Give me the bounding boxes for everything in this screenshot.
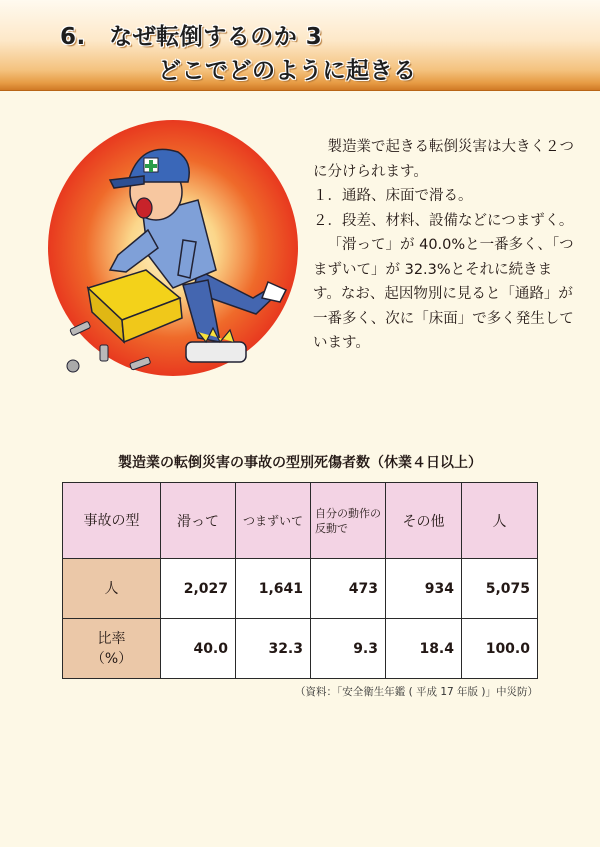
worker-tripping-illustration (48, 120, 304, 382)
table-cell: 934 (386, 559, 462, 619)
statistics-paragraph: 「滑って」が 40.0%と一番多く、「つまずいて」が 32.3%とそれに続きます。なお、起因物別に見ると「通路」が一番多く、次に「床面」で多く発生しています。 (313, 237, 574, 351)
table-cell: 5,075 (462, 559, 538, 619)
table-cell: 40.0 (161, 619, 236, 679)
header-cell: 人 (462, 483, 538, 559)
list-item-2: ２．段差、材料、設備などにつまずく。 (313, 212, 574, 229)
table-cell: 1,641 (236, 559, 311, 619)
section-subtitle: どこでどのように起きる (158, 58, 417, 84)
header-cell: 滑って (161, 483, 236, 559)
table-cell: 2,027 (161, 559, 236, 619)
table-row (63, 559, 538, 619)
header-cell: 事故の型 (63, 483, 161, 559)
table-cell: 473 (311, 559, 386, 619)
header-cell: つまずいて (236, 483, 311, 559)
table-cell: 100.0 (462, 619, 538, 679)
row-label-line2: （%） (90, 650, 133, 667)
table-row (63, 619, 538, 679)
section-title: 6. なぜ転倒するのか 3 (60, 24, 323, 50)
accident-type-table (62, 482, 538, 679)
source-note: （資料：「安全衛生年鑑 ( 平成 17 年版 )」中災防） (295, 686, 538, 698)
intro-paragraph: 製造業で起きる転倒災害は大きく２つに分けられます。 (313, 139, 574, 180)
body-text (313, 135, 578, 356)
row-label (63, 619, 161, 679)
page-header (0, 0, 600, 91)
header-cell: その他 (386, 483, 462, 559)
header-cell: 自分の動作の反動で (311, 483, 386, 559)
table-cell: 9.3 (311, 619, 386, 679)
table-title: 製造業の転倒災害の事故の型別死傷者数（休業４日以上） (118, 455, 482, 471)
table-cell: 18.4 (386, 619, 462, 679)
row-label: 人 (63, 559, 161, 619)
table-header-row (63, 483, 538, 559)
list-item-1: １．通路、床面で滑る。 (313, 188, 473, 204)
row-label-line1: 比率 (97, 630, 126, 647)
table-cell: 32.3 (236, 619, 311, 679)
